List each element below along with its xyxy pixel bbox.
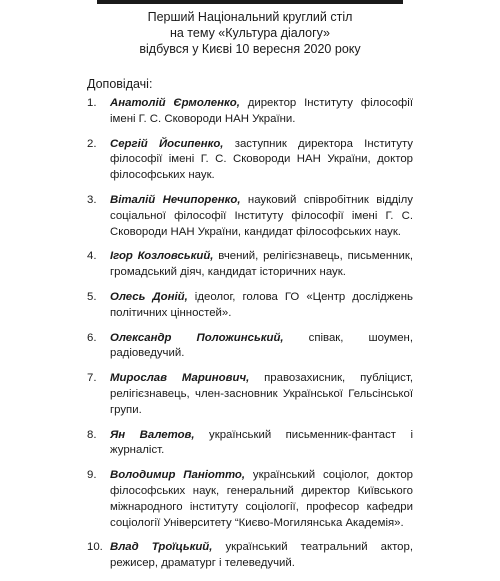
speaker-name: Олександр Положинський, [110, 331, 284, 344]
item-text [110, 331, 413, 363]
top-rule [97, 0, 403, 4]
item-text [110, 249, 413, 281]
speaker-description: український соціолог, доктор філософських наук, генеральний директор Київського міжнародного інституту соціології, професор кафедри соціології Університету “Києво-Могилянська Академія». [110, 469, 414, 529]
speaker-name: Сергій Йосипенко, [110, 137, 224, 150]
speaker-description: науковий співробітник відділу соціальної філософії Інституту філософії імені Г. С. Сковороди НАН України, кандидат філософських наук. [110, 193, 413, 238]
item-number: 7. [87, 372, 97, 385]
item-number: 5. [87, 290, 97, 303]
item-text [110, 371, 413, 418]
item-number: 8. [87, 428, 97, 441]
speaker-description: правозахисник, публіцист, релігієзнавець, член-засновник Української Гельсінської групи. [110, 372, 413, 416]
document-header [0, 9, 500, 57]
speaker-description: вчений, релігієзнавець, письменник, громадський діяч, кандидат історичних наук. [110, 250, 413, 279]
header-line-2: на тему «Культура діалогу» [169, 26, 331, 40]
list-item [87, 428, 413, 460]
list-item [87, 331, 413, 363]
list-item [87, 371, 413, 418]
header-line-3: відбувся у Києві 10 вересня 2020 року [139, 42, 361, 56]
speaker-description: заступник директора Інституту філософії імені Г. С. Сковороди НАН України, доктор філософських наук. [110, 137, 413, 182]
speaker-description: український письменник-фантаст і журналіст. [110, 428, 413, 457]
speaker-description: український театральний актор, режисер, драматург і телеведучий. [110, 541, 413, 570]
header-line-1: Перший Національний круглий стіл [147, 10, 353, 24]
list-item [87, 96, 413, 128]
item-text [110, 540, 413, 572]
list-item [87, 137, 413, 184]
speaker-name: Ігор Козловський, [110, 250, 214, 263]
list-item [87, 290, 413, 322]
item-number: 10. [87, 541, 103, 554]
item-text [110, 137, 413, 184]
item-number: 4. [87, 250, 97, 263]
item-number: 9. [87, 469, 97, 482]
speaker-name: Олесь Доній, [110, 290, 188, 303]
speaker-name: Анатолій Єрмоленко, [110, 97, 240, 109]
speaker-description: співак, шоумен, радіоведучий. [110, 331, 414, 360]
speaker-name: Мирослав Маринович, [110, 372, 250, 385]
item-text [110, 428, 413, 460]
speaker-name: Віталій Нечипоренко, [110, 193, 241, 206]
speaker-name: Влад Троїцький, [110, 541, 213, 554]
speaker-description: ідеолог, голова ГО «Центр досліджень політичних цінностей». [110, 290, 413, 319]
item-number: 3. [87, 193, 97, 206]
speakers-label: Доповідачі: [87, 77, 153, 91]
item-text [110, 96, 413, 128]
speaker-description: директор Інституту філософії імені Г. С. Сковороди НАН України. [110, 97, 413, 125]
item-number: 2. [87, 137, 97, 150]
speakers-list [87, 96, 413, 581]
list-item [87, 249, 413, 281]
item-text [110, 193, 413, 240]
item-number: 6. [87, 331, 97, 344]
speaker-name: Володимир Паніотто, [110, 469, 246, 482]
item-number: 1. [87, 97, 97, 109]
speaker-name: Ян Валетов, [110, 428, 195, 441]
list-item [87, 193, 413, 240]
item-text [110, 290, 413, 322]
list-item [87, 540, 413, 572]
